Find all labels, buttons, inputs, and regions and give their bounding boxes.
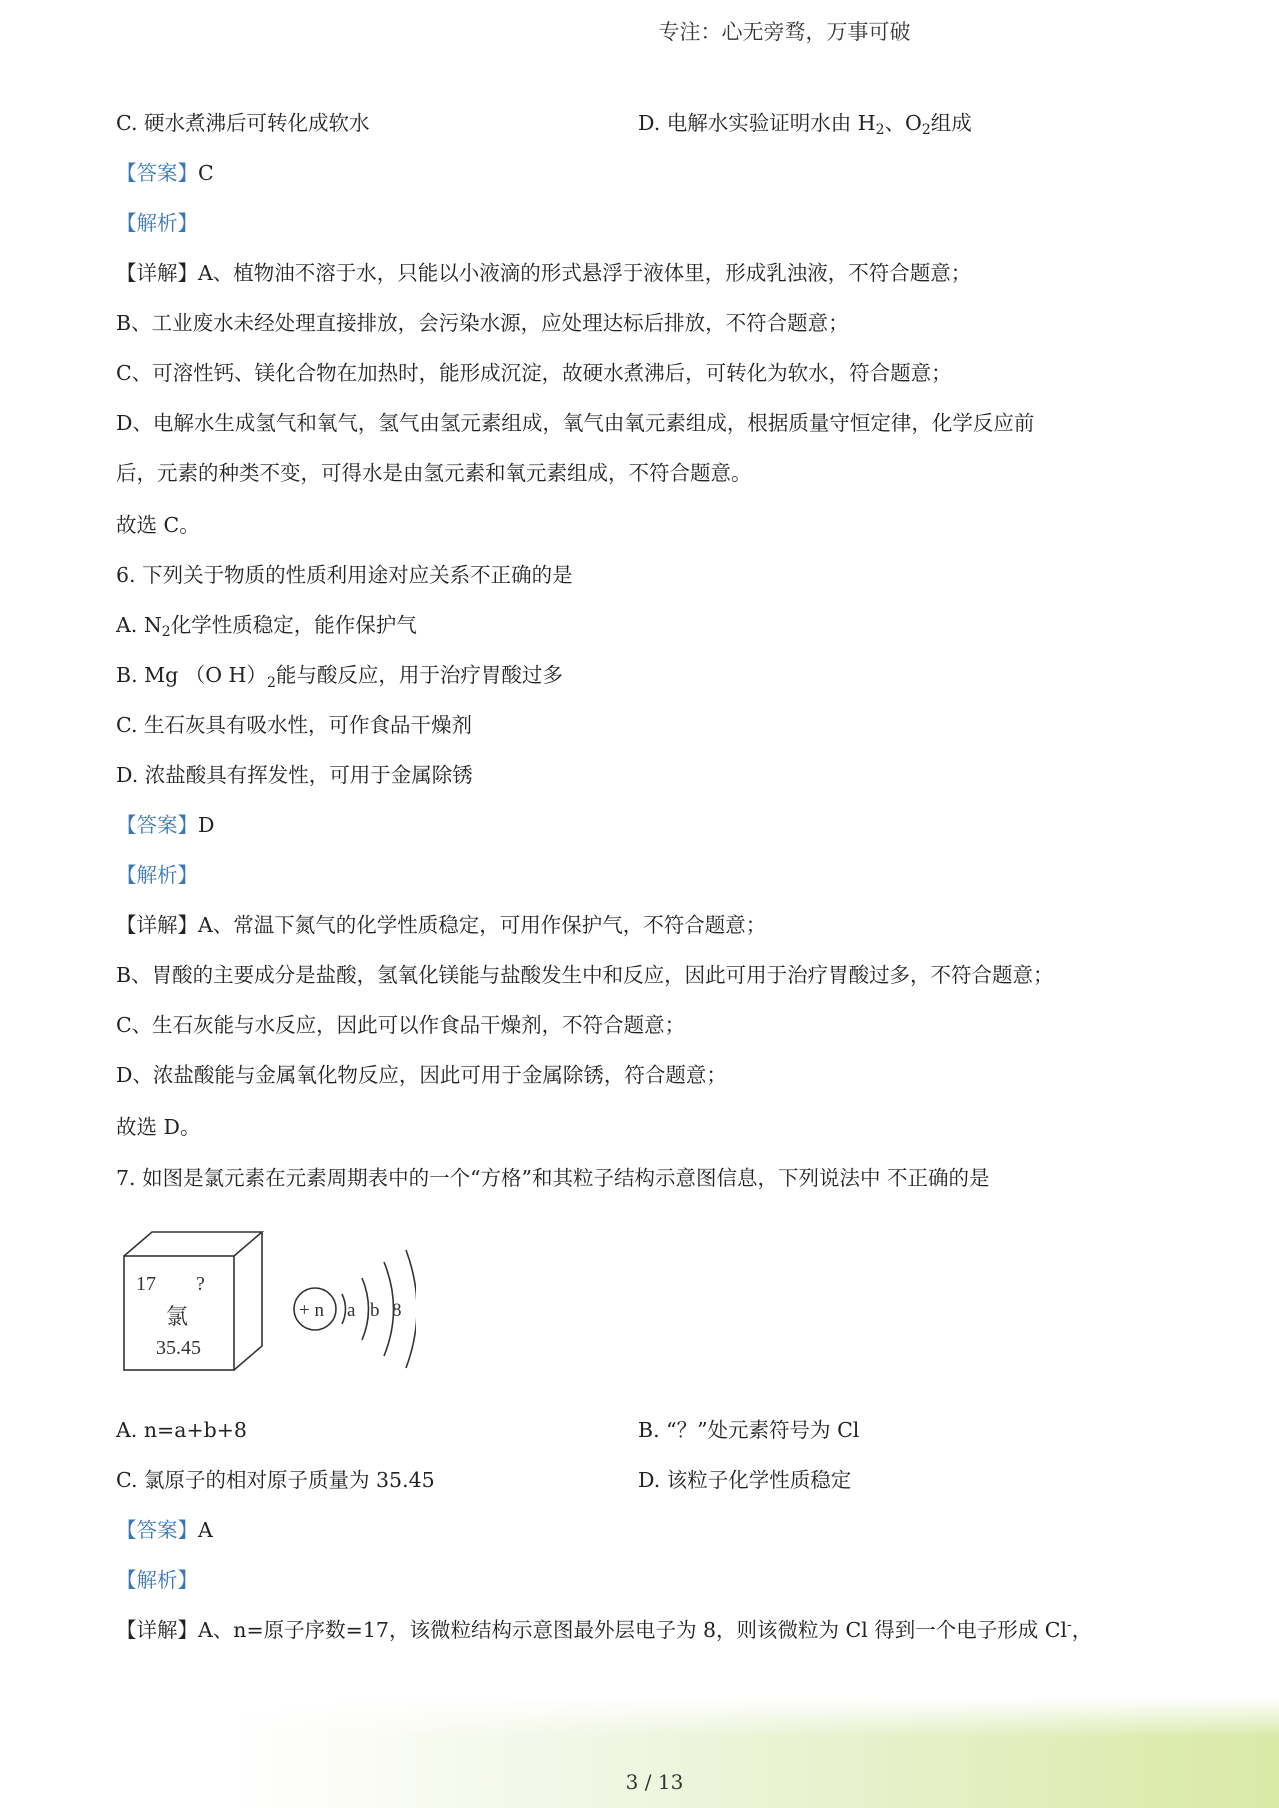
q5-detail-line: 后，元素的种类不变，可得水是由氢元素和氧元素组成，不符合题意。 (116, 461, 752, 485)
q5-option-c: C. 硬水煮沸后可转化成软水 (116, 111, 370, 135)
element-name: 氯 (166, 1305, 189, 1330)
q6-option-b: B. Mg （O $H)_2$能与酸反应，用于治疗胃酸过多 (116, 663, 563, 691)
q6-detail-line: B、胃酸的主要成分是盐酸，氢氧化镁能与盐酸发生中和反应，因此可用于治疗胃酸过多，不符合题意； (116, 963, 1054, 987)
chlorine-figure (116, 1228, 416, 1382)
q5-answer: 【答案】C (116, 161, 214, 185)
q6-analysis-tag: 【解析】 (116, 863, 198, 887)
q7-answer: 【答案】A (116, 1518, 213, 1542)
q7-option-a: A. n=a+b+8 (116, 1418, 247, 1442)
q6-option-d: D. 浓盐酸具有挥发性，可用于金属除锈 (116, 763, 473, 787)
q5-detail-line: 【详解】A、植物油不溶于水，只能以小液滴的形式悬浮于液体里，形成乳浊液，不符合题意； (116, 261, 972, 285)
q6-detail-line: C、生石灰能与水反应，因此可以作食品干燥剂，不符合题意； (116, 1013, 686, 1037)
q7-option-d: D. 该粒子化学性质稳定 (638, 1468, 852, 1492)
shell-electrons-2: b (370, 1300, 380, 1321)
q5-detail-line: C、可溶性钙、镁化合物在加热时，能形成沉淀，故硬水煮沸后，可转化为软水，符合题意； (116, 361, 952, 385)
q6-stem: 6. 下列关于物质的性质利用途对应关系不正确的是 (116, 563, 573, 587)
q5-detail-line: B、工业废水未经处理直接排放，会污染水源，应处理达标后排放，不符合题意； (116, 311, 849, 335)
q6-option-c: C. 生石灰具有吸水性，可作食品干燥剂 (116, 713, 472, 737)
q5-option-d: D. 电解水实验证明水由 $H_2$、$O_2$组成 (638, 111, 972, 138)
q7-stem: 7. 如图是氯元素在元素周期表中的一个“方格”和其粒子结构示意图信息，下列说法中 不正确的是 (116, 1166, 990, 1190)
q7-analysis-tag: 【解析】 (116, 1568, 198, 1592)
q7-option-c: C. 氯原子的相对原子质量为 35.45 (116, 1468, 435, 1492)
shell-electrons-3: 8 (392, 1300, 402, 1321)
q5-conclusion: 故选 C。 (116, 513, 200, 537)
q5-detail-line: D、电解水生成氢气和氧气，氢气由氢元素组成，氧气由氧元素组成，根据质量守恒定律，化学反应前 (116, 411, 1035, 435)
atomic-mass: 35.45 (156, 1337, 201, 1359)
q7-detail-line: 【详解】A、n=原子序数=17，该微粒结构示意图最外层电子为 8，则该微粒为 Cl 得到一个电子形成 Cl-， (116, 1617, 1093, 1642)
q6-option-a: A. $N_2$化学性质稳定，能作保护气 (116, 613, 417, 640)
q7-option-b: B. “？”处元素符号为 Cl (638, 1418, 860, 1442)
q6-detail-line: D、浓盐酸能与金属氧化物反应，因此可用于金属除锈，符合题意； (116, 1063, 727, 1087)
q6-answer: 【答案】D (116, 813, 215, 837)
cell-top-face (124, 1232, 262, 1256)
unknown-symbol: ? (196, 1273, 205, 1295)
shell-arc-2 (362, 1278, 369, 1340)
shell-electrons-1: a (347, 1300, 356, 1321)
shell-arc-1 (342, 1294, 346, 1324)
q6-detail-line: 【详解】A、常温下氮气的化学性质稳定，可用作保护气，不符合题意； (116, 913, 767, 937)
q5-analysis-tag: 【解析】 (116, 211, 198, 235)
element-and-ion-diagram (116, 1228, 416, 1378)
page-header: 专注：心无旁骛，万事可破 (658, 20, 911, 44)
atomic-number: 17 (136, 1273, 156, 1295)
q6-conclusion: 故选 D。 (116, 1115, 201, 1139)
page-number: 3 / 13 (625, 1770, 684, 1794)
nucleus-charge: + n (299, 1300, 324, 1321)
shell-arc-4 (406, 1250, 416, 1368)
